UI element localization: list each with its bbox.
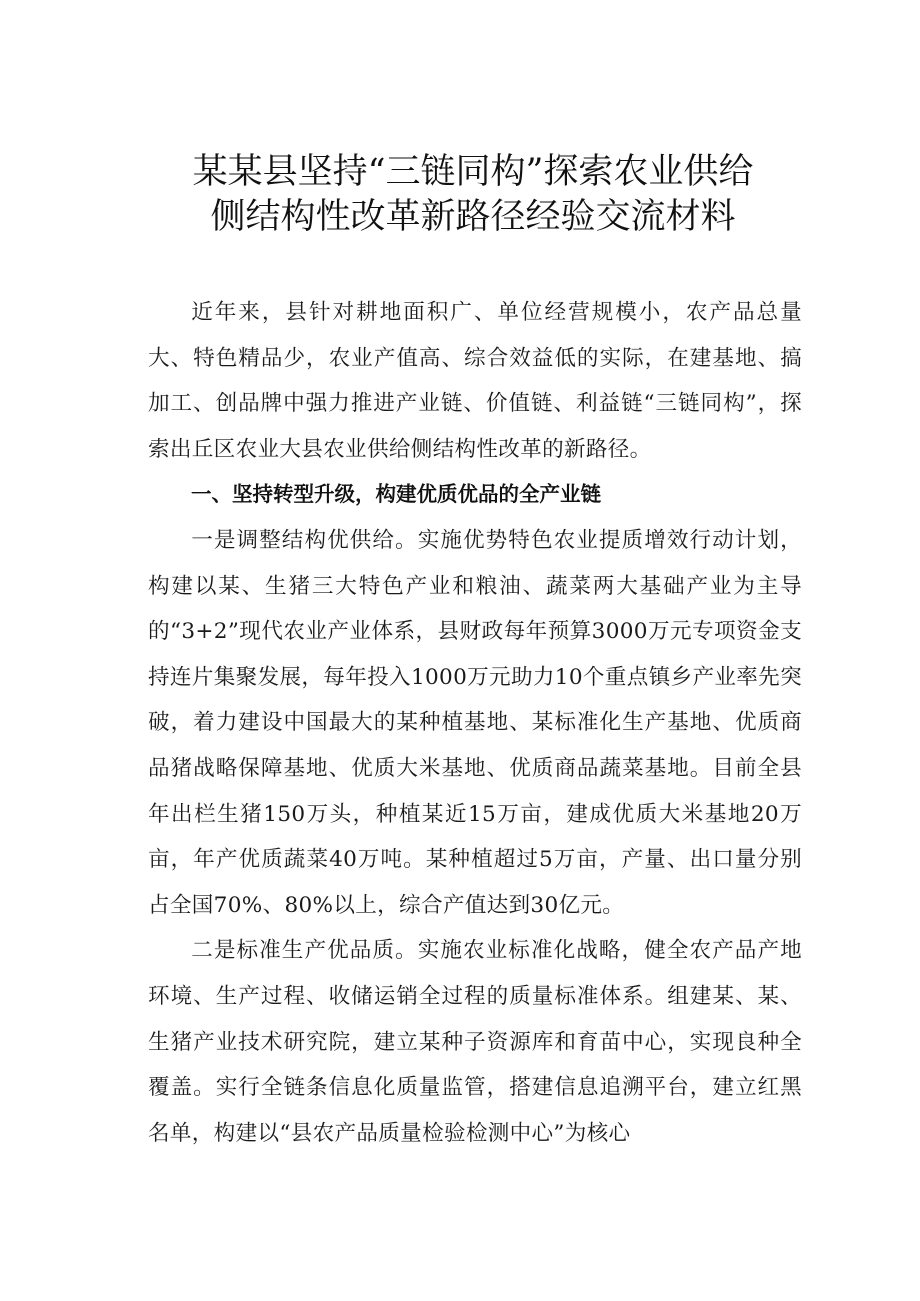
document-title xyxy=(144,150,802,240)
title-line-2: 侧结构性改革新路径经验交流材料 xyxy=(210,197,736,237)
section-heading-1: 一、坚持转型升级，构建优质优品的全产业链 xyxy=(191,482,602,507)
intro-paragraph: 近年来，县针对耕地面积广、单位经营规模小，农产品总量大、特色精品少，农业产值高、综合效益低的实际，在建基地、搞加工、创品牌中强力推进产业链、价值链、利益链“三链同构”，探索出丘区农业大县农业供给侧结构性改革的新路径。 xyxy=(148,300,802,462)
paragraph-1: 一是调整结构优供给。实施优势特色农业提质增效行动计划，构建以某、生猪三大特色产业和粮油、蔬菜两大基础产业为主导的“3+2”现代农业产业体系，县财政每年预算3000万元专项资金支持连片集聚发展，每年投入1000万元助力10个重点镇乡产业率先突破，着力建设中国最大的某种植基地、某标准化生产基地、优质商品猪战略保障基地、优质大米基地、优质商品蔬菜基地。目前全县年出栏生猪150万头，种植某近15万亩，建成优质大米基地20万亩，年产优质蔬菜40万吨。某种植超过5万亩，产量、出口量分别占全国70%、80%以上，综合产值达到30亿元。 xyxy=(148,527,802,918)
title-line-1: 某某县坚持“三链同构”探索农业供给 xyxy=(192,152,754,192)
paragraph-2: 二是标准生产优品质。实施农业标准化战略，健全农产品产地环境、生产过程、收储运销全过程的质量标准体系。组建某、某、生猪产业技术研究院，建立某种子资源库和育苗中心，实现良种全覆盖。实行全链条信息化质量监管，搭建信息追溯平台，建立红黑名单，构建以“县农产品质量检验检测中心”为核心 xyxy=(148,938,802,1146)
